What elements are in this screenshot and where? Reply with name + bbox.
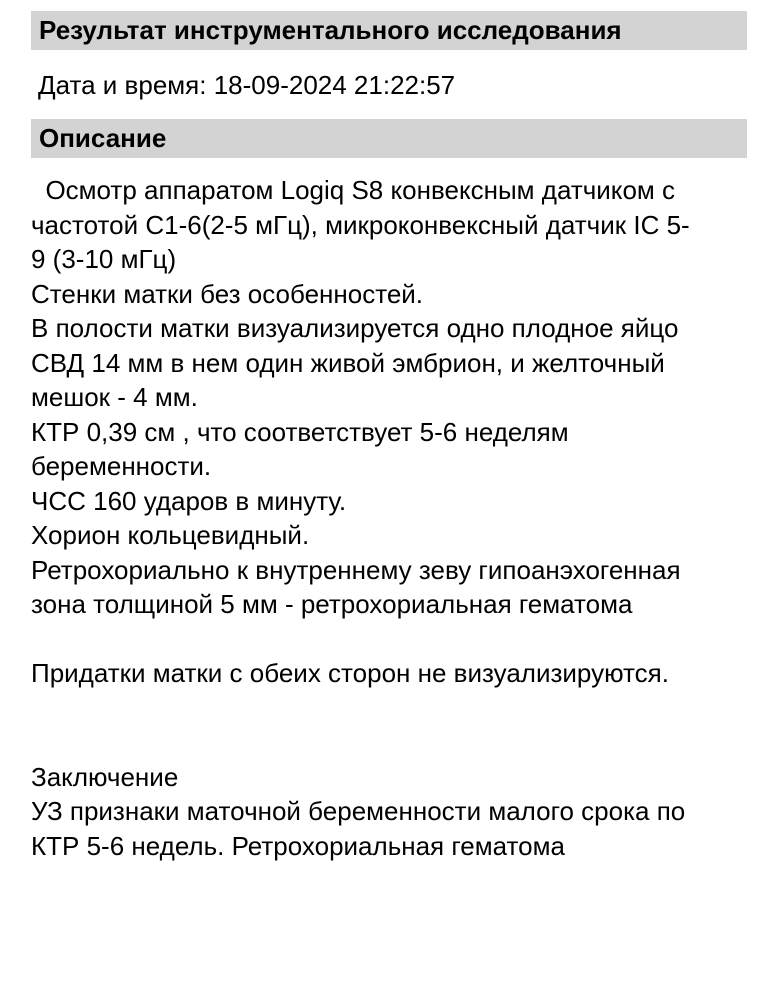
body-line: СВД 14 мм в нем один живой эмбрион, и желточный: [31, 347, 665, 378]
conclusion-heading: Заключение: [31, 761, 179, 792]
body-line: [31, 725, 747, 760]
body-line: мешок - 4 мм.: [31, 382, 198, 412]
description-section-bar: [31, 119, 747, 158]
body-line: КТР 0,39 см , что соответствует 5-6 неделям: [31, 416, 569, 447]
body-line: Ретрохориально к внутреннему зеву гипоанэхогенная: [31, 554, 681, 585]
description-body: [31, 173, 747, 863]
conclusion-line: КТР 5-6 недель. Ретрохориальная гематома: [31, 830, 565, 861]
body-line: Придатки матки с обеих сторон не визуализируются.: [31, 658, 669, 688]
body-line: [31, 622, 747, 657]
datetime-value: 18-09-2024 21:22:57: [213, 70, 456, 100]
body-line: зона толщиной 5 мм - ретрохориальная гематома: [31, 589, 633, 619]
body-line: Стенки матки без особенностей.: [31, 278, 424, 309]
body-line: беременности.: [31, 451, 212, 481]
body-line: В полости матки визуализируется одно плодное яйцо: [31, 313, 679, 343]
body-line: частотой С1-6(2-5 мГц), микроконвексный датчик IC 5-: [31, 209, 690, 240]
report-title: Результат инструментального исследования: [39, 15, 622, 45]
report-title-bar: [31, 11, 747, 50]
body-line: ЧСС 160 ударов в минуту.: [31, 485, 347, 516]
body-line: [31, 691, 747, 726]
body-line: Хорион кольцевидный.: [31, 520, 310, 550]
body-line: Осмотр аппаратом Logiq S8 конвексным датчиком с: [31, 175, 676, 205]
body-line: 9 (3-10 мГц): [31, 244, 177, 274]
datetime-label: Дата и время:: [38, 70, 207, 100]
conclusion-line: УЗ признаки маточной беременности малого срока по: [31, 796, 686, 826]
report-datetime: [38, 65, 455, 105]
section-title: Описание: [39, 123, 167, 153]
